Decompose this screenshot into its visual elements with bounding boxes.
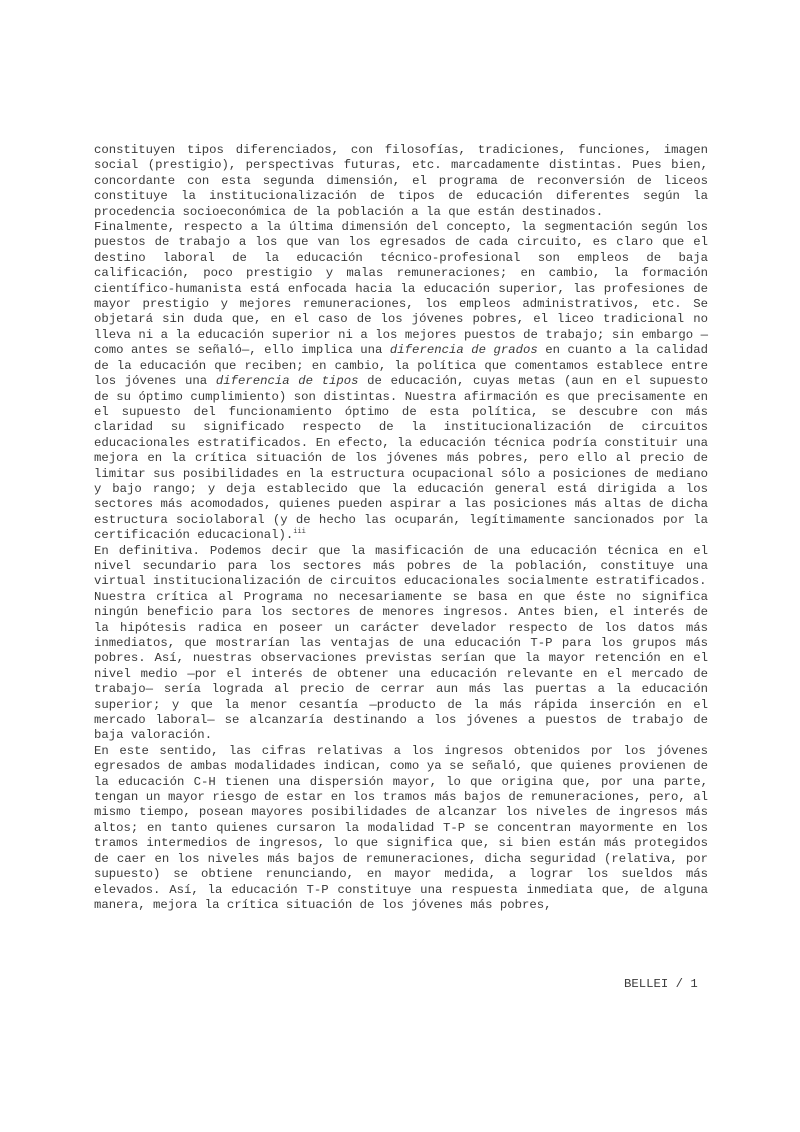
paragraph-4: Nuestra crítica al Programa no necesariamente se basa en que éste no significa ningún beneficio para los sectores de menores ingresos. Antes bien, el interés de la hipótesis radica en poseer un carácter develador respecto de los datos más inmediatos, que mostrarían las ventajas de una educación T-P para los grupos más pobres. Así, nuestras observaciones previstas serían que la mayor retención en el nivel medio —por el interés de obtener una educación relevante en el mercado de trabajo— sería lograda al precio de cerrar aun más las puertas a la educación superior; y que la menor cesantía —producto de la más rápida inserción en el mercado laboral— se alcanzaría destinando a los jóvenes a puestos de trabajo de baja valoración. [94, 589, 708, 743]
paragraph-2-part-1: Finalmente, respecto a la última dimensión del concepto, la segmentación según los puestos de trabajo a los que van los egresados de cada circuito, es claro que el destino laboral de la educación técnico-profesional son empleos de baja calificación, poco prestigio y malas remuneraciones; en cambio, la formación científico-humanista está enfocada hacia la educación superior, las profesiones de mayor prestigio y mejores remuneraciones, los empleos administrativos, etc. Se objetará sin duda que, en el caso de los jóvenes pobres, el liceo tradicional no lleva ni a la educación superior ni a los mejores puestos de trabajo; sin embargo —como antes se señaló—, ello implica una [94, 220, 708, 358]
emphasis-diferencia-de-grados: diferencia de grados [389, 343, 538, 358]
page-footer: BELLEI / 1 [624, 977, 698, 991]
paragraph-3: En definitiva. Podemos decir que la masificación de una educación técnica en el nivel secundario para los sectores más pobres de la población, constituye una virtual institucionalización de circuitos educacionales socialmente estratificados. [94, 543, 708, 589]
paragraph-2 [94, 220, 708, 544]
paragraph-2-part-2: en cuanto a la calidad de la educación que reciben; en cambio, la política que comentamos establece entre los jóvenes una [94, 343, 708, 389]
footnote-marker[interactable]: iii [293, 528, 306, 537]
emphasis-diferencia-de-tipos: diferencia de tipos [215, 374, 359, 389]
paragraph-1: constituyen tipos diferenciados, con filosofías, tradiciones, funciones, imagen social (prestigio), perspectivas futuras, etc. marcadamente distintas. Pues bien, concordante con esta segunda dimensión, el programa de reconversión de liceos constituye la institucionalización de tipos de educación diferentes según la procedencia socioeconómica de la población a la que están destinados. [94, 143, 708, 219]
paragraph-5: En este sentido, las cifras relativas a los ingresos obtenidos por los jóvenes egresados de ambas modalidades indican, como ya se señaló, que quienes provienen de la educación C-H tienen una dispersión mayor, lo que origina que, por una parte, tengan un mayor riesgo de estar en los tramos más bajos de remuneraciones, pero, al mismo tiempo, posean mayores posibilidades de alcanzar los niveles de ingresos más altos; en tanto quienes cursaron la modalidad T-P se concentran mayormente en los tramos intermedios de ingresos, lo que significa que, si bien están más protegidos de caer en los niveles más bajos de remuneraciones, dicha seguridad (relativa, por supuesto) se obtiene renunciando, en mayor medida, a lograr los sueldos más elevados. Así, la educación T-P constituye una respuesta inmediata que, de alguna manera, mejora la crítica situación de los jóvenes más pobres, [94, 743, 708, 912]
paragraph-2-part-3: de educación, cuyas metas (aun en el supuesto de su óptimo cumplimiento) son distintas. Nuestra afirmación es que precisamente en el supuesto del funcionamiento óptimo de esta política, se descubre con más claridad su significado respecto de la institucionalización de circuitos educacionales estratificados. En efecto, la educación técnica podría constituir una mejora en la crítica situación de los jóvenes más pobres, pero ello al precio de limitar sus posibilidades en la estructura ocupacional sólo a posiciones de mediano y bajo rango; y deja establecido que la educación general está dirigida a los sectores más acomodados, quienes pueden aspirar a las posiciones más altas de dicha estructura sociolaboral (y de hecho las ocuparán, legítimamente sancionados por la certificación educacional). [94, 374, 708, 543]
body-text [94, 143, 708, 913]
